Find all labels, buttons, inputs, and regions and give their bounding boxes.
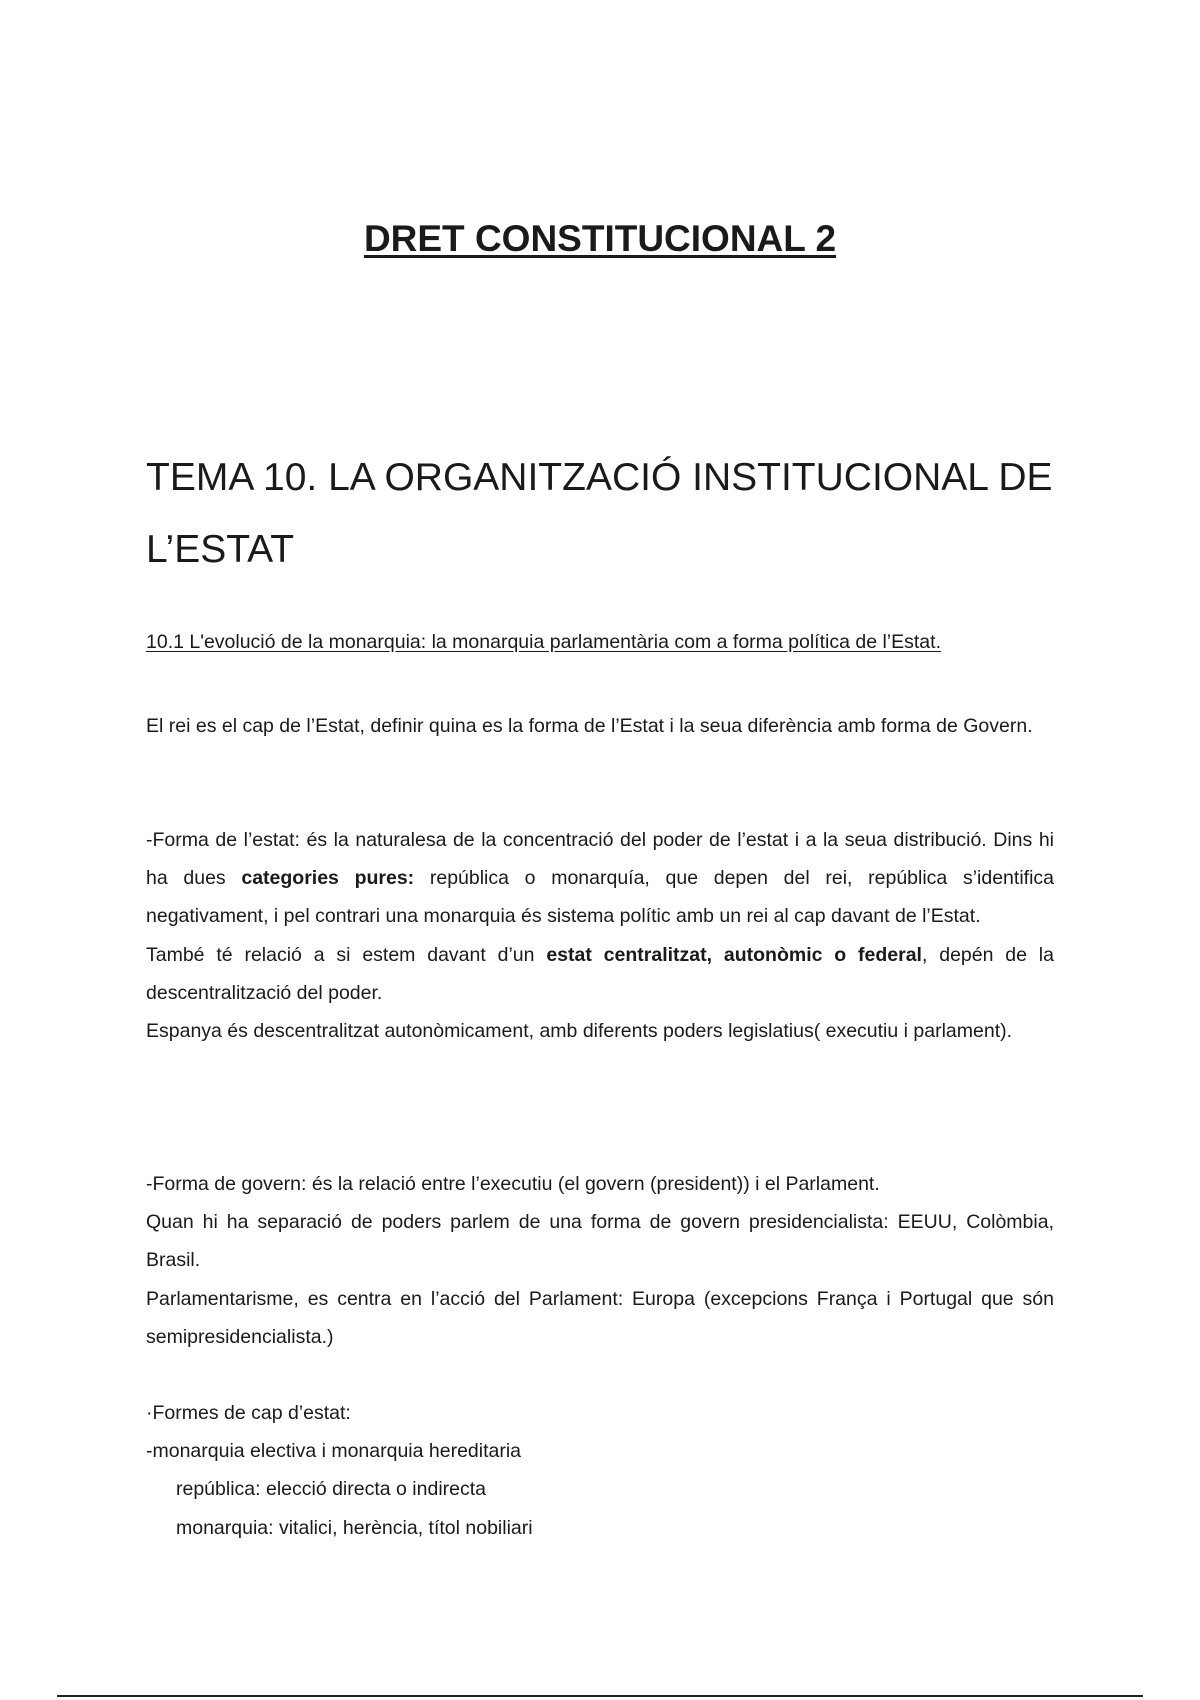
forma-govern-paragraph-3: Parlamentarisme, es centra en l’acció del Parlament: Europa (excepcions França i Portugal que són semipresidencialista.) bbox=[146, 1287, 1054, 1348]
forma-govern-paragraph-1: -Forma de govern: és la relació entre l’executiu (el govern (president)) i el Parlament. bbox=[146, 1173, 880, 1195]
forma-govern-paragraph-2: Quan hi ha separació de poders parlem de una forma de govern presidencialista: EEUU, Colòmbia, Brasil. bbox=[146, 1211, 1054, 1272]
section-title: 10.1 L'evolució de la monarquia: la monarquia parlamentària com a forma política de l’Estat. bbox=[146, 631, 941, 653]
forma-estat-block bbox=[146, 821, 1054, 1050]
forma-estat-text-2a: També té relació a si estem davant d’un bbox=[146, 943, 547, 966]
page-divider bbox=[57, 1695, 1143, 1697]
forma-estat-text-2c: , depén de la descentralització del poder. bbox=[146, 943, 1054, 1004]
forma-govern-block bbox=[146, 1165, 1054, 1356]
forma-estat-paragraph-2 bbox=[146, 936, 1054, 1012]
intro-paragraph: El rei es el cap de l’Estat, definir quina es la forma de l’Estat i la seua diferència amb forma de Govern. bbox=[146, 715, 1033, 737]
cap-estat-item-3: monarquia: vitalici, herència, títol nobiliari bbox=[176, 1516, 533, 1539]
cap-estat-item-1: -monarquia electiva i monarquia hereditaria bbox=[146, 1440, 522, 1463]
cap-estat-list bbox=[146, 1394, 1054, 1547]
forma-estat-paragraph-1 bbox=[146, 821, 1054, 936]
forma-estat-text-1a: -Forma de l’estat: és la naturalesa de la concentració del poder de l’estat i a la seua distribució. Dins hi ha dues bbox=[146, 829, 1054, 890]
topic-heading: TEMA 10. LA ORGANITZACIÓ INSTITUCIONAL DE L’ESTAT bbox=[146, 456, 1053, 571]
cap-estat-heading: ·Formes de cap d’estat: bbox=[146, 1402, 351, 1424]
document-title: DRET CONSTITUCIONAL 2 bbox=[363, 218, 837, 259]
forma-estat-text-1c: república o monarquía, que depen del rei, república s’identifica negativament, i pel contrari una monarquia és sistema polític amb un rei al cap davant de l’Estat. bbox=[146, 867, 1054, 928]
forma-estat-bold-2: estat centralitzat, autonòmic o federal bbox=[546, 943, 922, 966]
cap-estat-item-2: república: elecció directa o indirecta bbox=[176, 1478, 487, 1501]
forma-estat-bold-1: categories pures: bbox=[241, 867, 415, 890]
forma-estat-paragraph-3: Espanya és descentralitzat autonòmicament, amb diferents poders legislatius( executiu i parlament). bbox=[146, 1020, 1013, 1043]
